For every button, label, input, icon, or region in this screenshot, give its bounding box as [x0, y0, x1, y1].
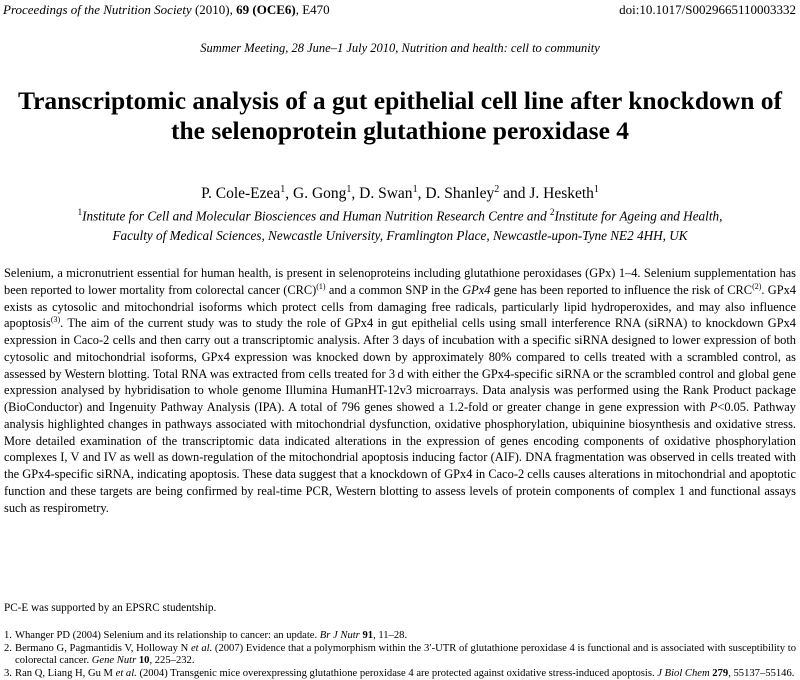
author-affiliation-mark: 1	[280, 184, 286, 195]
author-separator: ,	[351, 185, 360, 203]
reference-journal: Gene Nutr	[91, 655, 137, 667]
citation-ref[interactable]: (2)	[752, 281, 762, 291]
author-affiliation-mark: 1	[346, 184, 352, 195]
affiliation-2: Institute for Ageing and Health,	[554, 208, 723, 224]
reference-pages: , 11–28.	[373, 630, 408, 641]
p-value-symbol: P	[709, 400, 718, 414]
reference-number: 2.	[4, 642, 12, 654]
reference-volume: 91	[362, 630, 374, 641]
abstract-body	[4, 265, 796, 516]
author-name[interactable]: P. Cole-Ezea	[201, 185, 281, 203]
author-affiliation-mark: 1	[412, 184, 418, 195]
affiliation-1: Institute for Cell and Molecular Biosciences and Human Nutrition Research Centre and	[82, 208, 550, 224]
reference-text	[15, 668, 796, 680]
affiliations	[0, 202, 800, 246]
author-name[interactable]: D. Shanley	[425, 185, 495, 203]
author-name[interactable]: G. Gong	[293, 185, 347, 203]
journal-year: (2010),	[194, 2, 233, 17]
journal-page: , E470	[295, 2, 330, 17]
reference-pages: , 55137–55146.	[728, 667, 795, 679]
reference-item	[4, 630, 796, 643]
reference-journal: J Biol Chem	[657, 667, 710, 679]
author-list	[0, 180, 800, 204]
reference-etal: et al.	[115, 667, 137, 679]
author-affiliation-mark: 1	[593, 184, 599, 195]
affiliation-mark: 1	[77, 207, 83, 217]
journal-volume: 69	[236, 2, 250, 17]
reference-list	[4, 630, 796, 680]
citation-ref[interactable]: (1)	[316, 281, 326, 291]
reference-item	[4, 643, 796, 668]
reference-body: (2007) Evidence that a polymorphism within the 3′-UTR of glutathione peroxidase 4 is functional and is associated with susceptibility to colorectal cancer.	[15, 642, 796, 667]
author-name[interactable]: D. Swan	[359, 185, 413, 203]
author-affiliation-mark: 2	[494, 184, 500, 195]
reference-journal: Br J Nutr	[319, 630, 360, 641]
acknowledgement: PC-E was supported by an EPSRC studentship.	[4, 602, 217, 614]
citation-ref[interactable]: (3)	[50, 315, 61, 325]
affiliation-line-2: Faculty of Medical Sciences, Newcastle University, Framlington Place, Newcastle-upon-Tyne NE2 4HH, UK	[112, 228, 688, 244]
abstract-text: gene has been reported to influence the risk of CRC	[490, 282, 753, 297]
reference-text	[15, 630, 796, 643]
reference-etal: et al.	[190, 642, 213, 654]
reference-item	[4, 668, 796, 680]
reference-body: Whanger PD (2004) Selenium and its relationship to cancer: an update.	[15, 630, 320, 641]
reference-number: 1.	[4, 630, 12, 641]
doi-link[interactable]: doi:10.1017/S0029665110003332	[619, 2, 796, 17]
affiliation-mark: 2	[549, 207, 555, 217]
journal-name: Proceedings of the Nutrition Society	[3, 2, 192, 17]
meeting-info: Summer Meeting, 28 June–1 July 2010, Nutrition and health: cell to community	[200, 41, 600, 55]
reference-body: (2004) Transgenic mice overexpressing glutathione peroxidase 4 are protected against oxidative stress-induced apoptosis.	[136, 667, 658, 679]
reference-volume: 279	[712, 667, 729, 679]
abstract-text: <0.05. Pathway analysis highlighted changes in pathways associated with mitochondrial dysfunction, oxidative phosphorylation, ubiquinine biosynthesis and oxidative stress. More detailed examination of the transcriptomic data indicated alterations in the expression of genes encoding components of oxidative phosphorylation complexes I, V and IV as well as down-regulation of the mitochondrial apoptosis inducing factor (AIF). DNA fragmentation was observed in cells treated with the GPx4-specific siRNA, indicating apoptosis. These data suggest that a knockdown of GPx4 in Caco-2 cells causes alterations in mitochondrial and apoptotic function and these targets are being confirmed by real-time PCR, Western blotting to assess levels of protein components of complex 1 and functional assays such as respirometry.	[4, 400, 797, 515]
reference-pages: , 225–232.	[149, 655, 195, 667]
affiliation-line-1	[0, 202, 800, 226]
author-separator: ,	[285, 185, 294, 203]
running-header	[3, 2, 796, 18]
paper-title: Transcriptomic analysis of a gut epithelial cell line after knockdown of the selenoprotein glutathione peroxidase 4	[17, 86, 783, 145]
abstract-text: Selenium, a micronutrient essential for human health, is present in selenoproteins including glutathione peroxidases (GPx) 1–4. Selenium supplementation has been reported to lower mortality from colorectal cancer (CRC)	[4, 266, 796, 297]
reference-body: Bermano G, Pagmantidis V, Holloway N	[15, 642, 191, 654]
author-separator: and	[499, 185, 530, 203]
reference-text	[15, 643, 796, 668]
author-separator: ,	[417, 185, 426, 203]
abstract-text: . GPx4 exists as cytosolic and mitochondrial isoforms which protect cells from damaging free radicals, particularly lipid hydroperoxides, and may also influence apoptosis	[4, 282, 796, 331]
journal-citation	[3, 2, 330, 18]
journal-issue: (OCE6)	[252, 2, 296, 17]
abstract-text: and a common SNP in the	[325, 282, 463, 297]
abstract-text: . The aim of the current study was to study the role of GPx4 in gut epithelial cells using small interference RNA (siRNA) to knockdown GPx4 expression in Caco-2 cells and then carry out a transcriptomic analysis. After 3 days of incubation with a specific siRNA designed to lower expression of both cytosolic and mitochondrial isoforms, GPx4 expression was knocked down by approximately 80% compared to cells treated with a scrambled control, as assessed by Western blotting. Total RNA was extracted from cells treated for 3 d with either the GPx4-specific siRNA or the scrambled control and global gene expression analysed by hybridisation to whole genome Illumina HumanHT-12v3 microarrays. Data analysis was performed using the Rank Product package (BioConductor) and Ingenuity Pathway Analysis (IPA). A total of 796 genes showed a 1.2-fold or greater change in gene expression with	[4, 316, 796, 414]
reference-volume: 10	[138, 655, 150, 667]
author-name[interactable]: J. Hesketh	[529, 185, 594, 203]
gene-name: GPx4	[462, 282, 491, 297]
reference-number: 3.	[4, 667, 12, 679]
reference-body: Ran Q, Liang H, Gu M	[15, 667, 116, 679]
